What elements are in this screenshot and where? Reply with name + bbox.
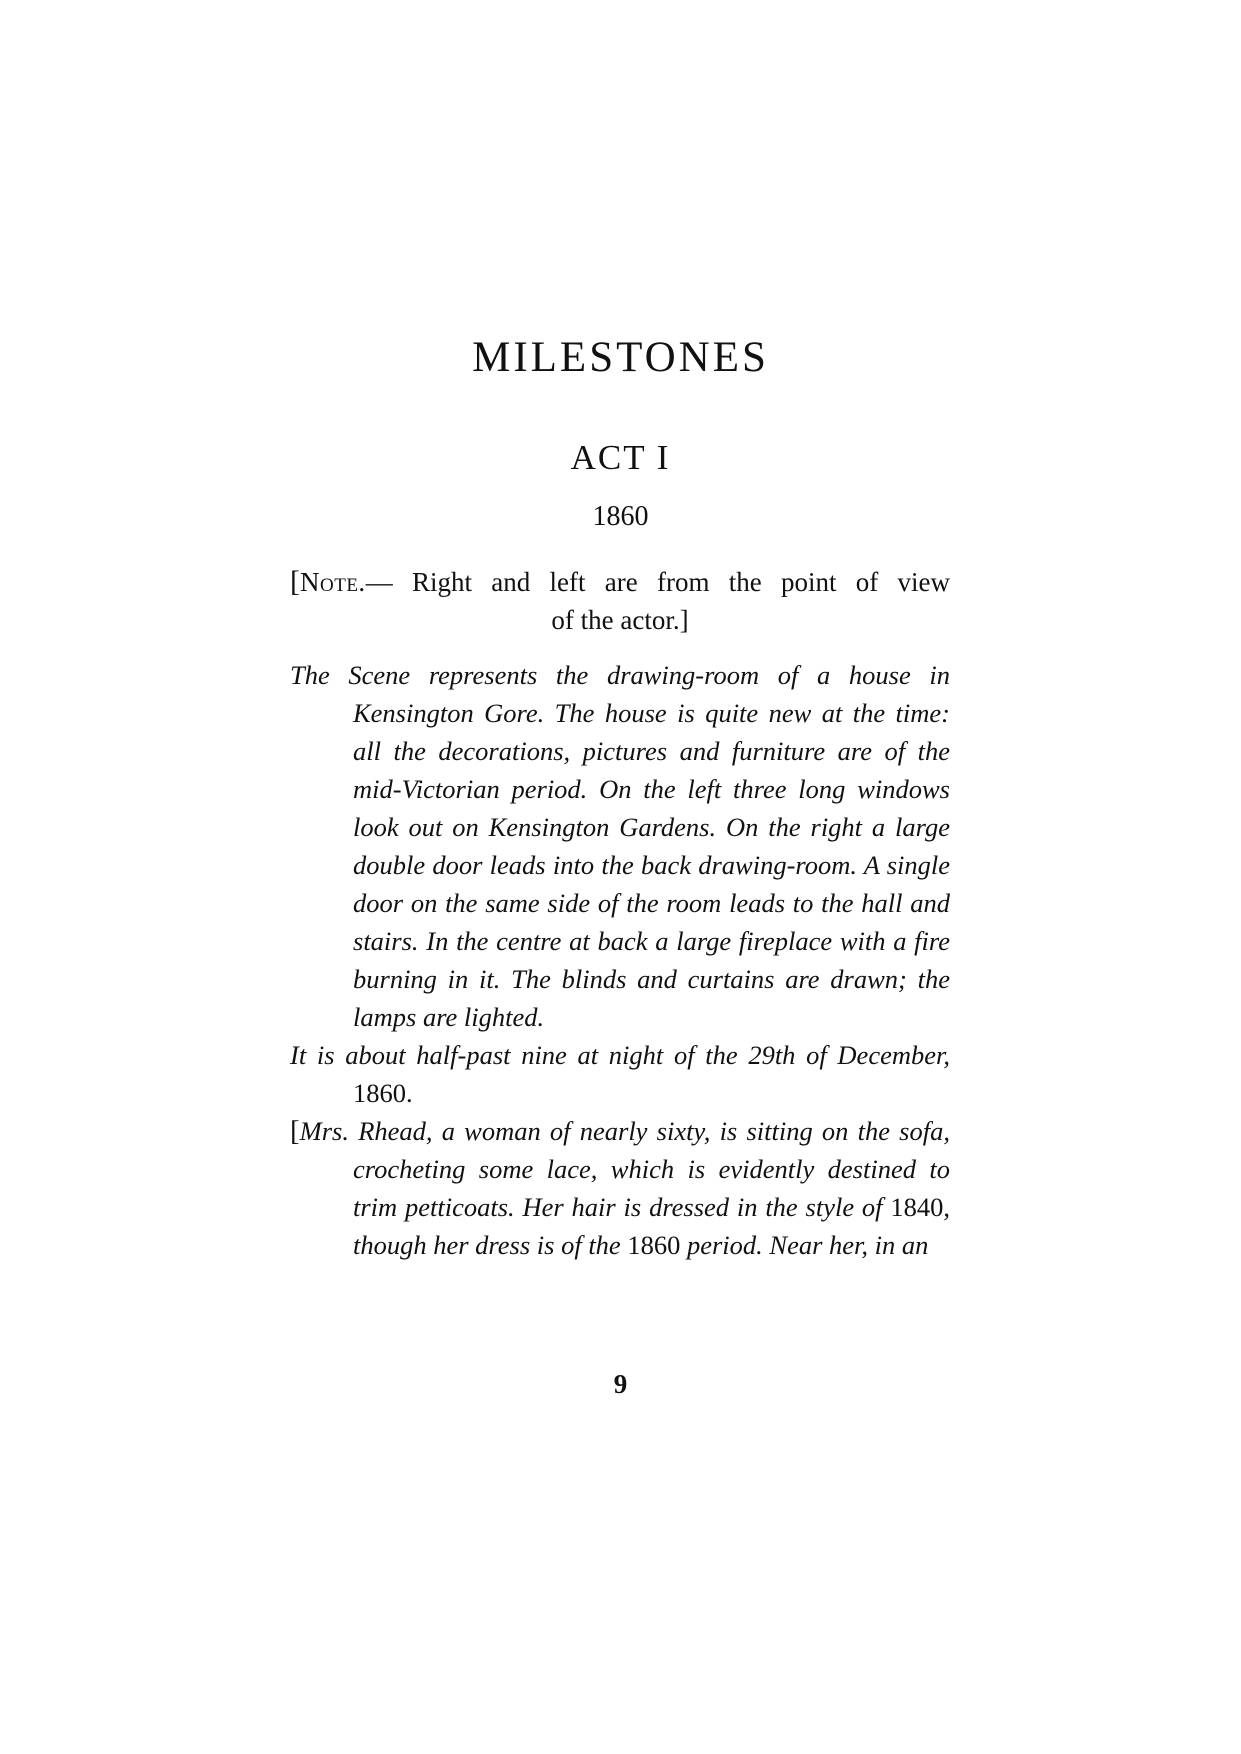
direction-open-bracket: [	[290, 1115, 300, 1147]
note-text-1: Right and left are from the point of view	[392, 567, 950, 597]
stage-note	[290, 563, 950, 639]
note-line-2: of the actor.]	[551, 605, 689, 635]
time-year: 1860.	[353, 1078, 413, 1108]
play-title: MILESTONES	[472, 334, 769, 381]
character-text-3: period. Near her, in an	[680, 1230, 929, 1260]
note-label: Note.	[300, 567, 366, 597]
note-line-1	[290, 563, 950, 601]
character-description	[290, 1112, 950, 1264]
act-heading: ACT I	[570, 438, 671, 477]
note-dash: —	[365, 567, 393, 597]
page-number: 9	[613, 1369, 628, 1399]
character-year-2: 1860	[627, 1230, 681, 1260]
character-year-1: 1840,	[890, 1192, 950, 1222]
note-open-bracket: [	[290, 565, 300, 598]
time-description	[290, 1036, 950, 1112]
character-text-1: Mrs. Rhead, a woman of nearly sixty, is sitting on the sofa, crocheting some lace, which is evidently destined to trim petticoats. Her hair is dressed in the style of	[299, 1116, 950, 1222]
scene-description: The Scene represents the drawing-room of a house in Kensington Gore. The house is quite new at the time: all the decorations, pictures and furniture are of the mid-Victorian period. On the left three long windows look out on Kensington Gardens. On the right a large double door leads into the back drawing-room. A single door on the same side of the room leads to the hall and stairs. In the centre at back a large fireplace with a fire burning in it. The blinds and curtains are drawn; the lamps are lighted.	[290, 660, 950, 1032]
act-year: 1860	[592, 501, 649, 532]
character-text-2: though her dress is of the	[353, 1230, 628, 1260]
time-text: It is about half-past nine at night of the 29th of December,	[290, 1040, 950, 1070]
stage-directions	[290, 656, 950, 1264]
